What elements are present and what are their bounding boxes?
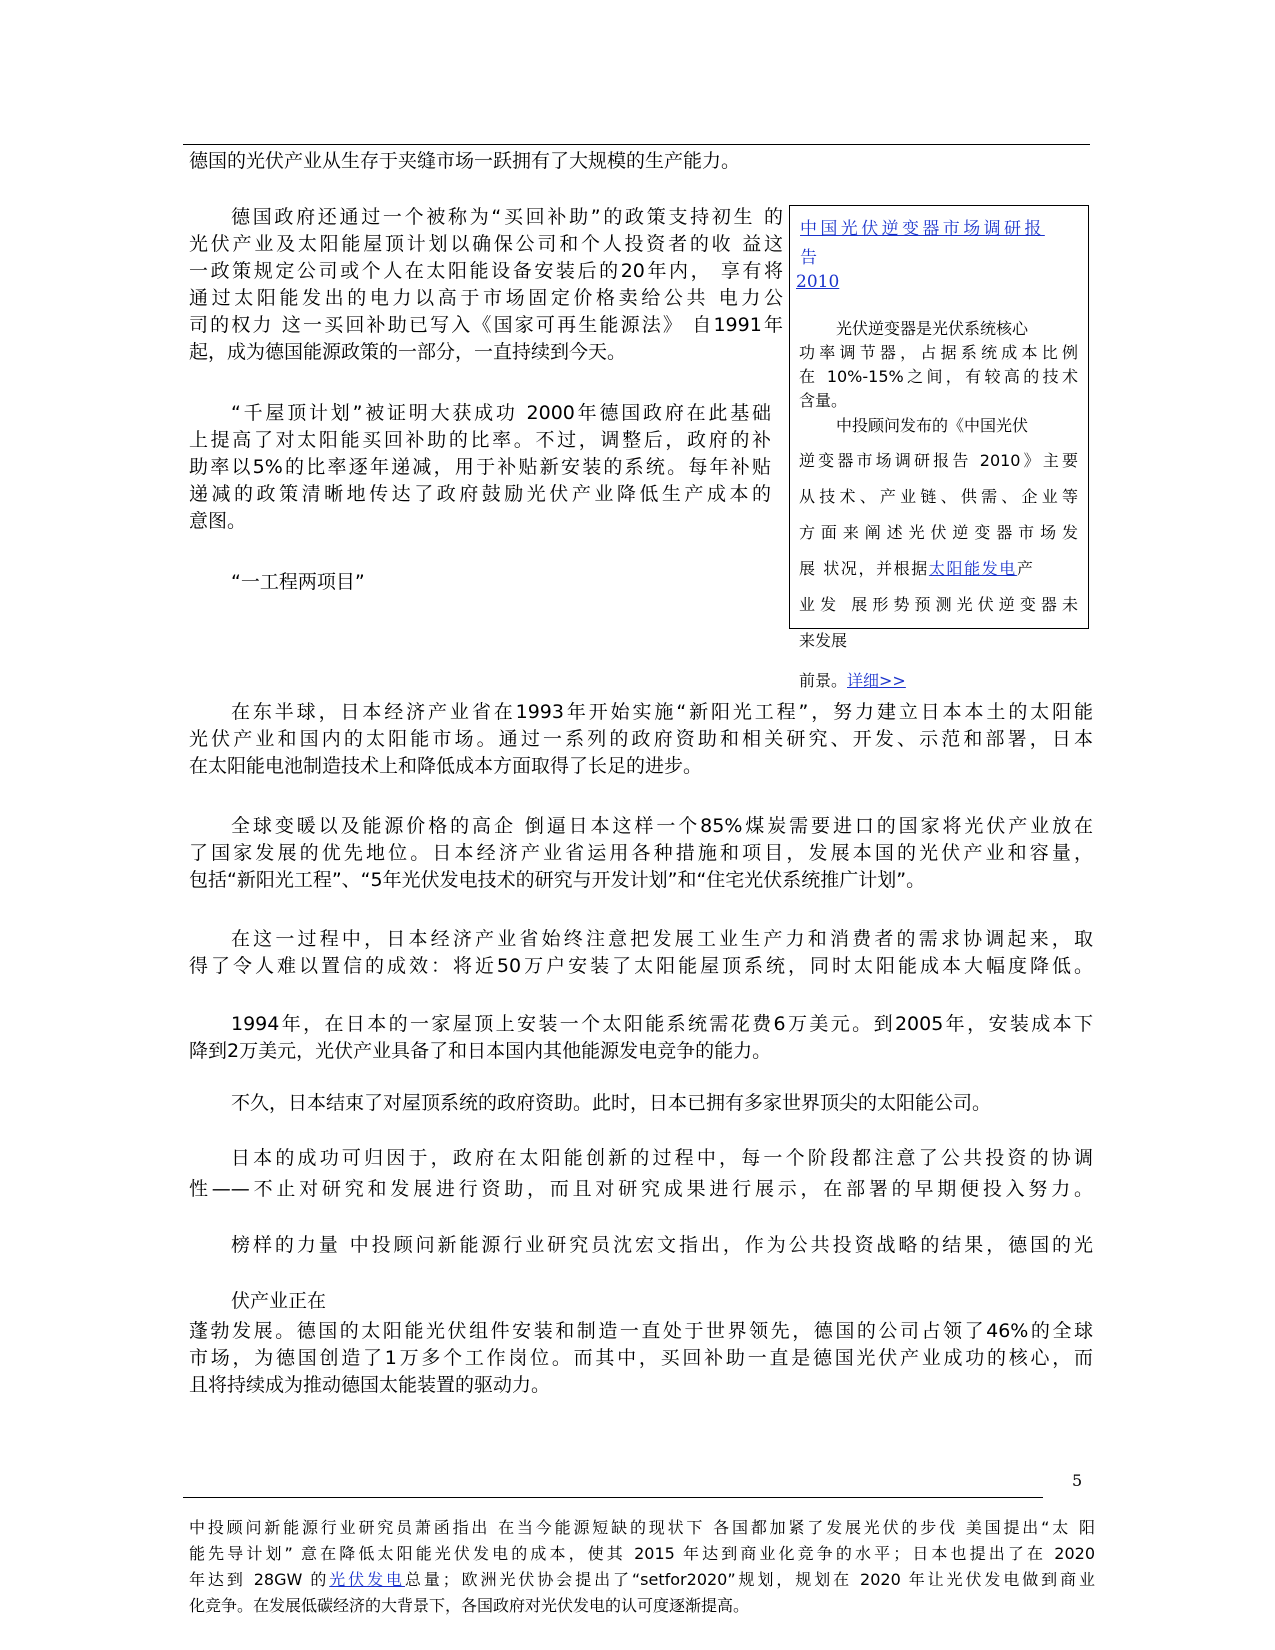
sidebox-text-line: 中投顾问发布的《中国光伏 [836, 416, 1029, 435]
text-line: 意图。 [189, 510, 247, 532]
sidebox-text-line: 功率调节器，占据系统成本比例 [799, 343, 1078, 362]
paragraph-install-cost [189, 1011, 1093, 1065]
paragraph-subsidy-end [189, 1090, 1093, 1117]
text-line: 光伏产业及太阳能屋顶计划以确保公司和个人投资者的收 益这 [189, 233, 783, 255]
text-line: 性——不止对研究和发展进行资助，而且对研究成果进行展示，在部署的早期便投入努力。 [189, 1178, 1093, 1200]
paragraph-continued [231, 1288, 531, 1315]
header-rule [183, 144, 1090, 145]
text-line: 在这一过程中，日本经济产业省始终注意把发展工业生产力和消费者的需求协调起来，取 [231, 928, 1093, 950]
page-number: 5 [1072, 1471, 1083, 1490]
sidebox-text-line: 在 10%-15%之间，有较高的技术 [799, 367, 1078, 386]
sidebox-text-line: 逆变器市场调研报告 2010》主要 [799, 451, 1078, 470]
text-line: 降到2万美元，光伏产业具备了和日本国内其他能源发电竞争的能力。 [189, 1040, 772, 1062]
section-heading [231, 569, 631, 596]
solar-power-link[interactable]: 太阳能发电 [928, 559, 1017, 578]
paragraph-thousand-roofs [189, 400, 771, 535]
text-line: 通过太阳能发出的电力以高于市场固定价格卖给公共 电力公 [189, 287, 783, 309]
footnote-line [189, 1567, 1095, 1593]
sidebox-text-line [799, 668, 906, 691]
text-line: 一政策规定公司或个人在太阳能设备安装后的20年内， 享有将 [189, 260, 783, 282]
text-line: 助率以5%的比率逐年递减，用于补贴新安装的系统。每年补贴 [189, 456, 771, 478]
text-line: “千屋顶计划”被证明大获成功 2000年德国政府在此基础 [231, 402, 771, 424]
paragraph-role-model [189, 1232, 1093, 1259]
footnote-line: 能先导计划” 意在降低太阳能光伏发电的成本，使其 2015 年达到商业化竞争的水平；日本也提出了在 2020 [189, 1544, 1095, 1563]
text-line: 1994年，在日本的一家屋顶上安装一个太阳能系统需花费6万美元。到2005年，安装成本下 [231, 1013, 1093, 1035]
details-link[interactable]: 详细>> [847, 671, 906, 690]
sidebox-text-line: 光伏逆变器是光伏系统核心 [836, 319, 1029, 338]
sidebox-text: 产 [1016, 559, 1035, 578]
paragraph-intro [189, 148, 809, 175]
text-line: 包括“新阳光工程”、“5年光伏发电技术的研究与开发计划”和“住宅光伏系统推广计划”。 [189, 869, 926, 891]
paragraph-germany-market [189, 1318, 1093, 1399]
footnote-line: 中投顾问新能源行业研究员萧函指出 在当今能源短缺的现状下 各国都加紧了发展光伏的步伐 美国提出“太 阳 [189, 1518, 1095, 1537]
text-line: 在东半球，日本经济产业省在1993年开始实施“新阳光工程”，努力建立日本本土的太阳能 [231, 701, 1093, 723]
text-line: 起，成为德国能源政策的一部分，一直持续到今天。 [189, 341, 627, 363]
sidebox-text-line: 含量。 [799, 391, 848, 410]
sidebox-text-line: 方面来阐述光伏逆变器市场发 [799, 523, 1078, 542]
footnote-line: 化竞争。在发展低碳经济的大背景下，各国政府对光伏发电的认可度逐渐提高。 [189, 1596, 750, 1615]
text-line: 市场，为德国创造了1万多个工作岗位。而其中，买回补助一直是德国光伏产业成功的核心，而 [189, 1347, 1093, 1369]
footnote [189, 1515, 1095, 1619]
report-title-link[interactable]: 告 [800, 248, 821, 268]
text-line: 得了令人难以置信的成效：将近50万户安装了太阳能屋顶系统，同时太阳能成本大幅度降低。 [189, 955, 1093, 977]
paragraph-new-sunshine [189, 699, 1093, 780]
paragraph-coordination [189, 926, 1093, 980]
footnote-text: 总量；欧洲光伏协会提出了“setfor2020”规划，规划在 2020 年让光伏发电做到商业 [404, 1570, 1095, 1589]
paragraph-japan-success [189, 1145, 1093, 1203]
paragraph-global-warming [189, 813, 1093, 894]
sidebox-text: 前景。 [799, 671, 848, 690]
report-title-link[interactable]: 2010 [796, 272, 840, 292]
footer-rule [183, 1497, 1043, 1498]
sidebox-text-line [799, 556, 1079, 579]
sidebox-text-line: 业发 展形势预测光伏逆变器未 [799, 595, 1078, 614]
text-line: 榜样的力量 中投顾问新能源行业研究员沈宏文指出，作为公共投资战略的结果，德国的光 [231, 1234, 1093, 1256]
text-line: 且将持续成为推动德国太能装置的驱动力。 [189, 1374, 551, 1396]
footnote-text: 年达到 28GW 的 [189, 1570, 330, 1589]
sidebox-text-line: 从技术、产业链、供需、企业等 [799, 487, 1078, 506]
sidebox-text: 展 状况，并根据 [799, 559, 929, 578]
text-line: 在太阳能电池制造技术上和降低成本方面取得了长足的进步。 [189, 755, 703, 777]
text-line: 德国的光伏产业从生存于夹缝市场一跃拥有了大规模的生产能力。 [189, 150, 741, 172]
sidebox-text-line: 来发展 [799, 631, 848, 650]
paragraph-buyback-subsidy [189, 204, 783, 366]
text-line: 日本的成功可归因于，政府在太阳能创新的过程中，每一个阶段都注意了公共投资的协调 [231, 1147, 1093, 1169]
report-title-link[interactable]: 中国光伏逆变器市场调研报 [800, 219, 1045, 239]
text-line: “一工程两项目” [231, 571, 365, 593]
pv-power-link[interactable]: 光伏发电 [329, 1570, 405, 1589]
text-line: 司的权力 这一买回补助已写入《国家可再生能源法》 自1991年 [189, 314, 783, 336]
text-line: 伏产业正在 [231, 1290, 327, 1312]
text-line: 上提高了对太阳能买回补助的比率。不过，调整后，政府的补 [189, 429, 771, 451]
text-line: 光伏产业和国内的太阳能市场。通过一系列的政府资助和相关研究、开发、示范和部署，日本 [189, 728, 1093, 750]
text-line: 了国家发展的优先地位。日本经济产业省运用各种措施和项目，发展本国的光伏产业和容量， [189, 842, 1093, 864]
text-line: 蓬勃发展。德国的太阳能光伏组件安装和制造一直处于世界领先，德国的公司占领了46%的全球 [189, 1320, 1093, 1342]
text-line: 递减的政策清晰地传达了政府鼓励光伏产业降低生产成本的 [189, 483, 771, 505]
text-line: 德国政府还通过一个被称为“买回补助”的政策支持初生 的 [231, 206, 783, 228]
text-line: 全球变暖以及能源价格的高企 倒逼日本这样一个85%煤炭需要进口的国家将光伏产业放在 [231, 815, 1093, 837]
text-line: 不久，日本结束了对屋顶系统的政府资助。此时，日本已拥有多家世界顶尖的太阳能公司。 [231, 1092, 992, 1114]
